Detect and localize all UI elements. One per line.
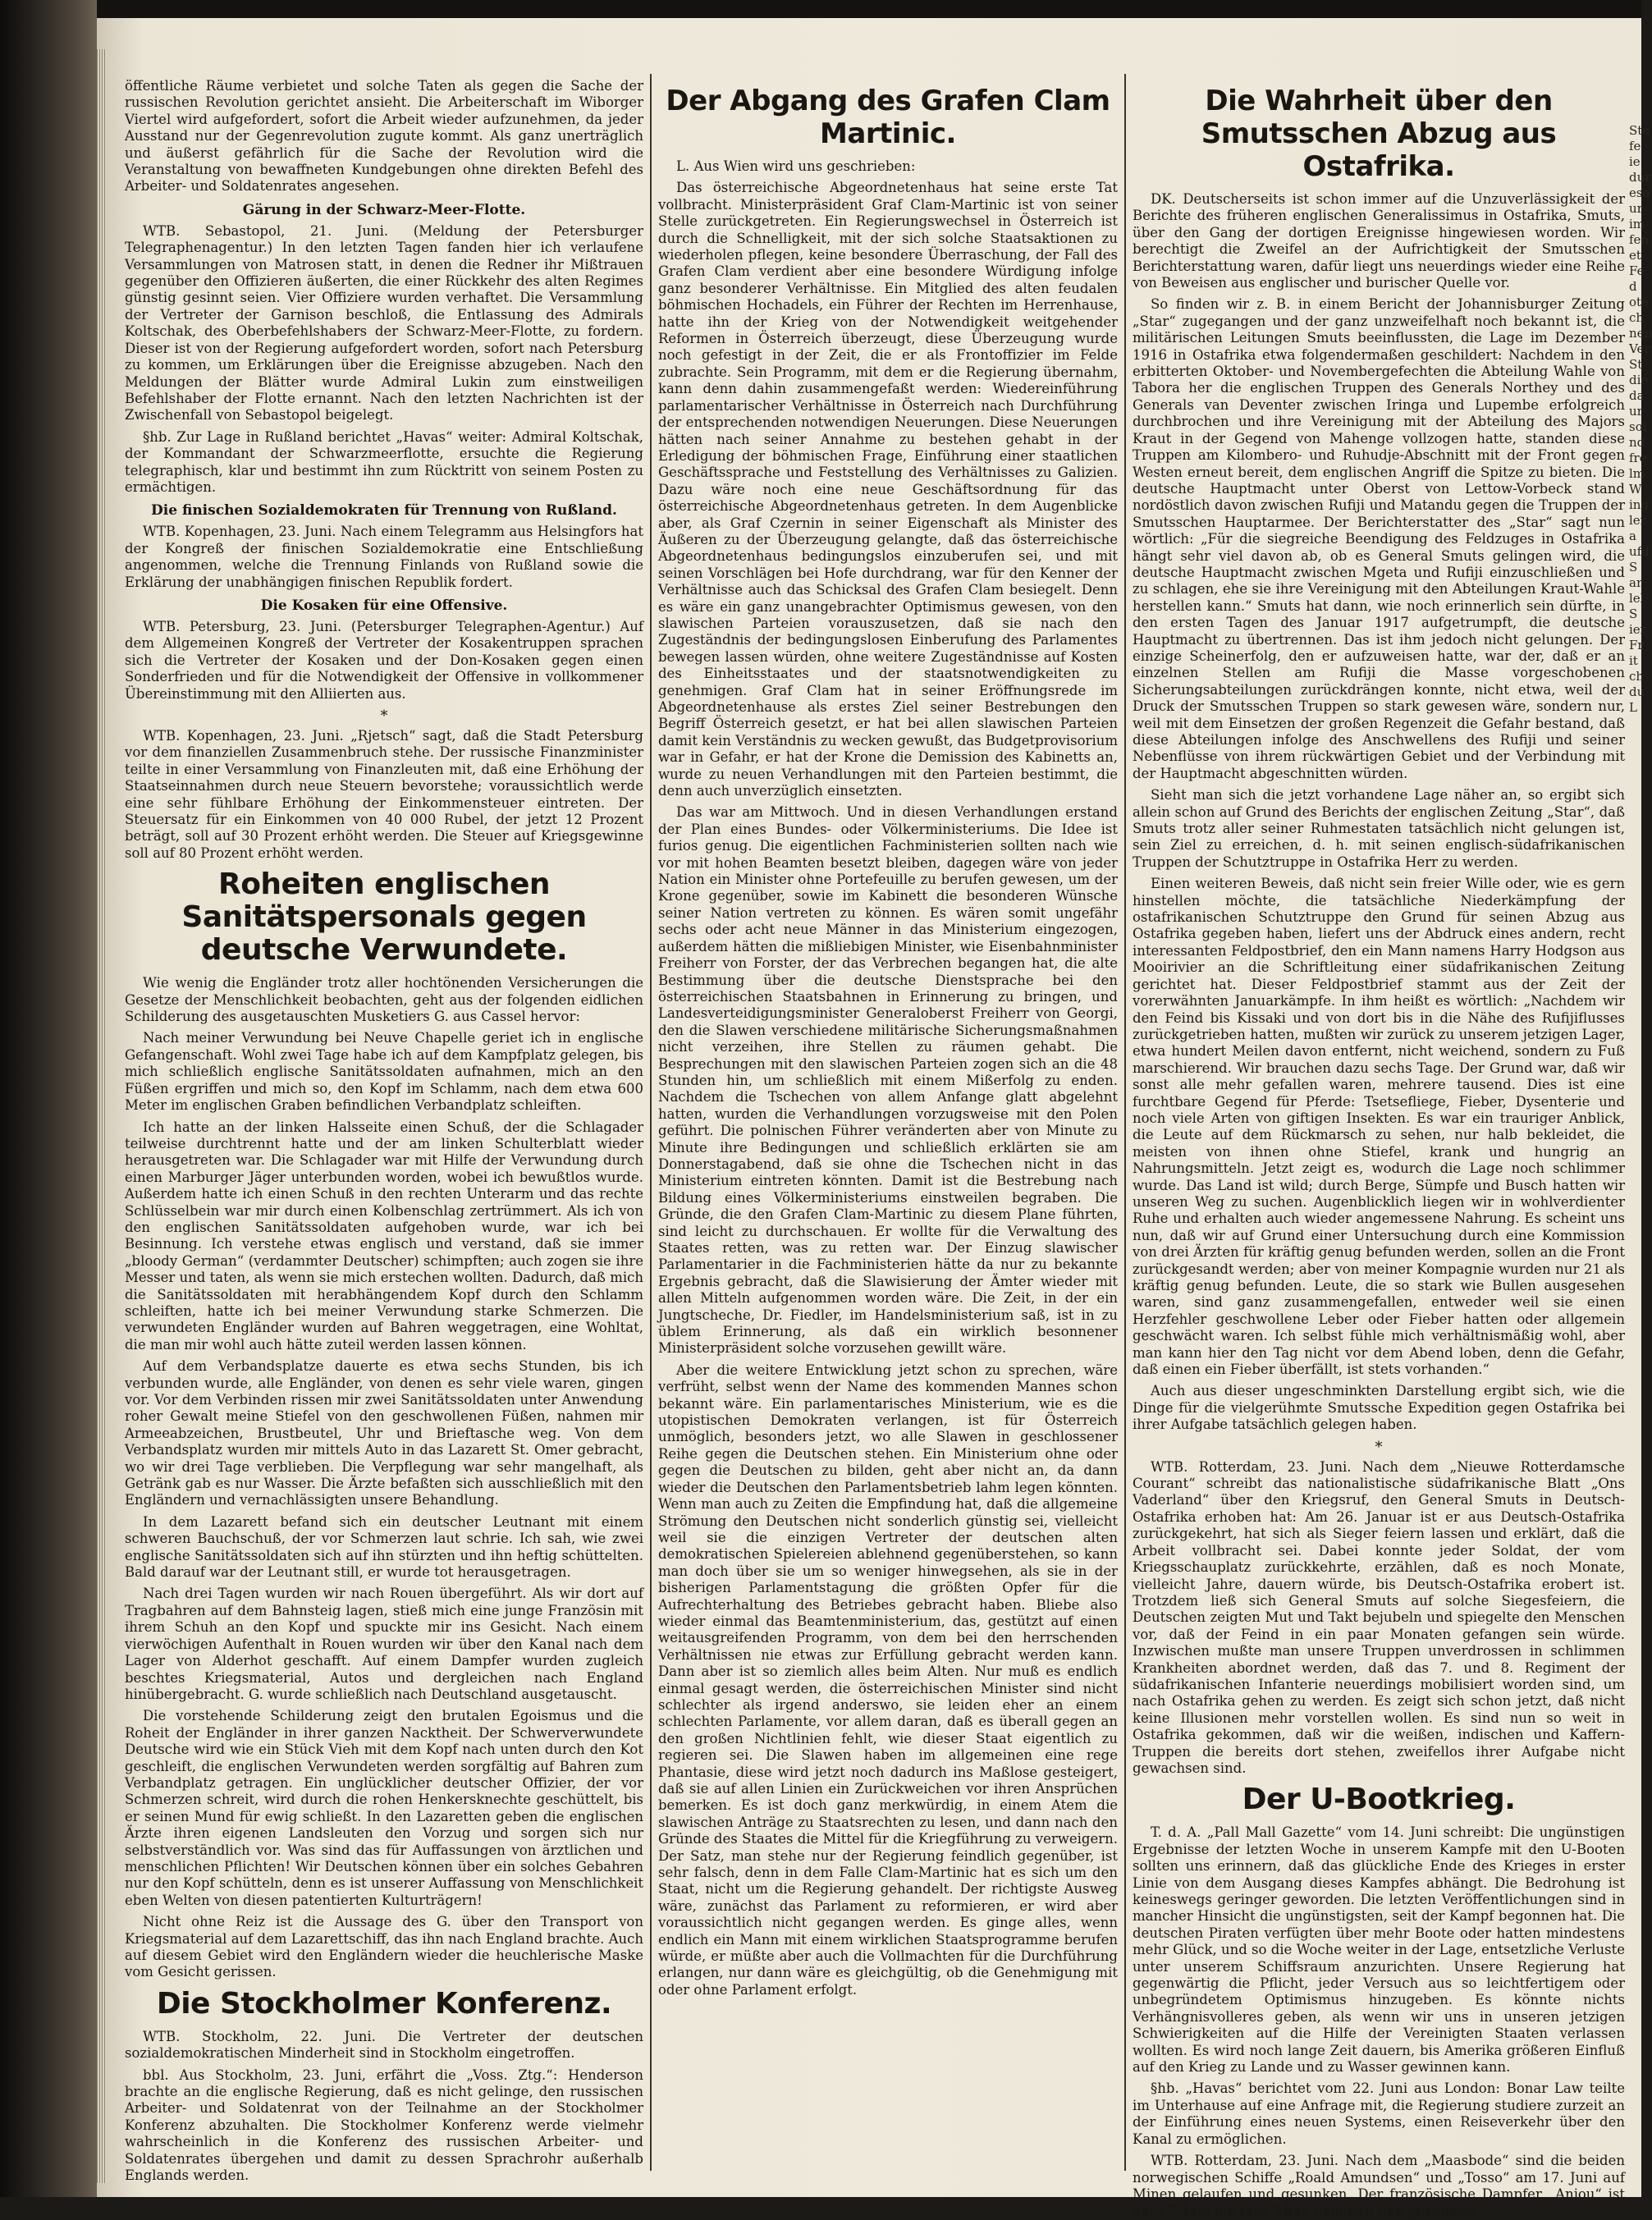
headline-ostafrika: Die Wahrheit über den Smutsschen Abzug aus Ostafrika. bbox=[1201, 85, 1557, 183]
fragment-line: lm bbox=[1629, 466, 1645, 481]
column-rule-2 bbox=[1124, 74, 1126, 2171]
headline-finnen: Die finischen Sozialdemokraten für Trennung von Rußland. bbox=[151, 502, 617, 520]
paragraph: §hb. Zur Lage in Rußland berichtet „Havas“ weiter: Admiral Koltschak, der Kommandant der Schwarzmeerflotte, ersuchte die Regierung telegraphisch, klar und bestimmt ihn zum Rücktritt von seinem Posten zu ermächtigen. bbox=[125, 428, 643, 495]
fragment-line: et bbox=[1629, 248, 1641, 263]
paragraph: Nach meiner Verwundung bei Neuve Chapelle geriet ich in englische Gefangenschaft. Wohl zwei Tage habe ich auf dem Kampfplatz gelegen, bis mich schließlich englische Sanitätssoldaten aufnahmen, mich an den Füßen ergriffen und mich so, den Kopf im Schlamm, nach dem etwa 600 Meter im englischen Graben befindlichen Verbandplatz schleiften. bbox=[125, 1030, 643, 1114]
paragraph: Wie wenig die Engländer trotz aller hochtönenden Versicherungen die Gesetze der Menschlichkeit beobachten, geht aus der folgenden eidlichen Schilderung des ausgetauschten Musketiers G. aus Cassel hervor: bbox=[125, 975, 643, 1025]
headline-ubootkrieg: Der U-Bootkrieg. bbox=[1242, 1783, 1516, 1817]
paragraph: Die vorstehende Schilderung zeigt den brutalen Egoismus und die Roheit der Engländer in ihrer ganzen Nacktheit. Der Schwerverwundete Deutsche wird wie ein Stück Vieh mit dem Kopf nach unten durch den Kot geschleift, die englischen Verwundeten werden sorgfältig auf Bahren zum Verbandplatz getragen. Ein unglücklicher deutscher Offizier, der vor Schmerzen schreit, wird durch die rohen Henkersknechte geschüttelt, bis er seinen Mund für ewig schließt. In den Lazaretten geben die englischen Ärzte ihren eigenen Landsleuten den Vorzug und sorgen sich nur selbstverständlich vor. Was sind das für Auffassungen von ärztlichen und menschlichen Pflichten! Wir Deutschen können über ein solches Gebahren nur den Kopf schütteln, denn es ist unserer Auffassung von Menschlichkeit eben Welten von diesen patentierten Kulturträgern! bbox=[125, 1708, 643, 1908]
paragraph: L. Aus Wien wird uns geschrieben: bbox=[676, 158, 916, 174]
paragraph: So finden wir z. B. in einem Bericht der Johannisburger Zeitung „Star“ zugegangen und der ganz unzweifelhaft noch bekannt ist, die militärischen Leitungen Smuts beeinflussten, die Lage im Dezember 1916 in Ostafrika etwa folgendermaßen geschildert: Nachdem in den erbitterten Oktober- und Novembergefechten die Abteilung Wahle von Tabora her die englischen Truppen des Generals Northey und des Generals van Deventer zwischen Iringa und Lupembe erfolgreich durchbrochen und ihre Vereinigung mit der Abteilung des Majors Kraut in der Gegend von Mahenge vollzogen hatte, standen diese Truppen am Kilombero- und Ruhudje-Abschnitt mit der Front gegen Westen erneut bereit, dem englischen Angriff die Spitze zu bieten. Die deutsche Hauptmacht unter Oberst von Lettow-Vorbeck stand nordöstlich davon zwischen Rufiji und Matandu gegen die Truppen der Smutsschen Hauptarmee. Der Berichterstatter des „Star“ sagt nun wörtlich: „Für die siegreiche Beendigung des Feldzuges in Ostafrika hängt sehr viel davon ab, ob es General Smuts gelingen wird, die deutsche Hauptmacht zwischen Mgeta und Rufiji einzuschließen und zu schlagen, ehe sie ihre Vereinigung mit den Abteilungen Kraut-Wahle herstellen kann.“ Smuts hat dann, wie noch erinnerlich sein dürfte, in den ersten Tagen des Januar 1917 aufgetrumpft, die deutsche Hauptmacht zu übertrennen. Das ist ihm jedoch nicht gelungen. Der einzige Scheinerfolg, den er aufzuweisen hatte, war der, daß er an einzelnen Stellen am Rufiji die Masse vorgeschobenen Sicherungsabteilungen zurückdrängen konnte, nicht etwa, weil der Druck der Smutsschen Truppen so stark gewesen wäre, sondern nur, weil mit dem Einsetzen der großen Regenzeit die Gefahr bestand, daß diese Abteilungen infolge des Anschwellens des Rufiji und seiner Nebenflüsse von ihrem rückwärtigen Gebiet und der Verbindung mit der Hauptmacht abgeschnitten würden. bbox=[1133, 296, 1625, 781]
paragraph: Sieht man sich die jetzt vorhandene Lage näher an, so ergibt sich allein schon auf Grund des Berichts der englischen Zeitung „Star“, daß Smuts trotz aller seiner Ruhmestaten tatsächlich nicht gelungen ist, sein Ziel zu erreichen, d. h. mit seinen englisch-südafrikanischen Truppen der Schutztruppe in Ostafrika Herr zu werden. bbox=[1133, 787, 1625, 870]
fragment-line: nen bbox=[1629, 326, 1652, 341]
paragraph: Nicht ohne Reiz ist die Aussage des G. über den Transport von Kriegsmaterial auf dem Lazarettschiff, das ihn nach England brachte. Auch auf diesem Gebiet wird den Engländern wieder die heuchlerische Maske vom Gesicht gerissen. bbox=[125, 1914, 643, 1980]
fragment-line: Fr bbox=[1629, 638, 1644, 652]
column-rule-1 bbox=[650, 74, 652, 2171]
fragment-line: Fe bbox=[1629, 263, 1645, 278]
fragment-line: ar bbox=[1629, 575, 1643, 590]
paragraph: Aber die weitere Entwicklung jetzt schon zu sprechen, wäre verfrüht, selbst wenn der Name des kommenden Mannes schon bekannt wäre. Ein parlamentarisches Ministerium, wie es die utopistischen Demokraten verlangen, ist für Österreich unmöglich, besonders jetzt, wo alle Slawen in geschlossener Reihe gegen die Deutschen stehen. Ein Ministerium ohne oder gegen die Deutschen zu bilden, geht aber nicht an, da dann wieder die Deutschen den Parlamentsbetrieb lahm legen könnten. Wenn man auch zu Zeiten die Empfindung hat, daß die allgemeine Strömung den Deutschen nicht sonderlich günstig sei, vielleicht weil sie die einzigen Vertreter der deutschen alten demokratischen Spielereien ablehnend gegenüberstehen, so kann man doch über sie um so weniger hinwegsehen, als sie in der bisherigen Parlamentstagung die größten Opfer für die Aufrechterhaltung des Betriebes gebracht haben. Bliebe also wieder einmal das Beamtenministerium, das, gestützt auf einen weitausgreifenden Programm, von dem bei den herrschenden Verhältnissen nie etwas zur Erfüllung gebracht werden kann. Dann aber ist so ziemlich alles beim Alten. Nur muß es endlich einmal gesagt werden, die österreichischen Minister sind nicht schlechter als irgend anderswo, sie leiden eher an einem schlechten Parlamente, vor allem daran, daß es überall gegen an den großen Nichtlinien fehlt, wie dieser Staat eigentlich zu regieren sei. Die Slawen haben im allgemeinen eine rege Phantasie, diese wird jetzt noch dadurch ins Maßlose gesteigert, daß sie auf allen Linien ein Zurückweichen vor ihren Ansprüchen bemerken. Es ist doch ganz merkwürdig, in einem Atem die slawischen Anträge zu Staatsrechten zu lesen, und dann nach den Gründe des Staates die Mittel für die Kriegführung zu verweigern. Der Satz, man stehe nur der Regierung feindlich gegenüber, ist sehr falsch, denn in dem Falle Clam-Martinic hat es sich um den Staat, nicht um die Regierung gehandelt. Der richtigste Ausweg wäre, zunächst das Parlament zu reformieren, er wird aber voraussichtlich nicht gegangen werden. Es ginge alles, wenn endlich ein Mann mit einem wirklichen Staatsprogramme berufen würde, er müßte aber auch die Vollmachten für die Durchführung erlangen, nur dann wäre es gleichgültig, ob die Genehmigung mit oder ohne Parlament erfolgt. bbox=[658, 1362, 1118, 1998]
fragment-line: fen bbox=[1629, 232, 1650, 247]
fragment-line: du bbox=[1629, 684, 1645, 699]
paragraph: WTB. Kopenhagen, 23. Juni. Nach einem Telegramm aus Helsingfors hat der Kongreß der finischen Sozialdemokratie eine Entschließung angenommen, welche die Trennung Finlands von Rußland sowie die Erklärung der unabhängigen finischen Republik fordert. bbox=[125, 524, 643, 590]
paragraph: Einen weiteren Beweis, daß nicht sein freier Wille oder, wie es gern hinstellen möchte, die tatsächliche Niederkämpfung der ostafrikanischen Schutztruppe den Grund für seinen Abzug aus Ostafrika gegeben haben, liefert uns der Abdruck eines andern, recht interessanten Feldpostbrief, den ein Mann namens Harry Hodgson aus Mooirivier an die Schriftleitung einer südafrikanischen Zeitung gerichtet hat. Dieser Feldpostbrief stammt aus der Zeit der vorerwähnten Januarkämpfe. In ihm heißt es wörtlich: „Nachdem wir den Feind bis Kissaki und von dort bis in die Nähe des Rufijiflusses zurückgetrieben hatten, mußten wir zurück zu unserem jetzigen Lager, etwa hundert Meilen davon entfernt, nicht weichend, sondern zu Fuß marschierend. Wir brauchen dazu sechs Tage. Der Grund war, daß wir sonst alle mehr gefallen waren, mehrere tausend. Dies ist eine furchtbare Gegend für Pferde: Tsetsefliege, Fieber, Dysenterie und noch viele Arten von giftigen Insekten. Es war ein trauriger Anblick, die Leute auf dem Rückmarsch zu sehen, nur halb bekleidet, die meisten von ihnen ohne Stiefel, krank und hungrig an Nahrungsmitteln. Jetzt zeigt es, wodurch die Lage noch schlimmer wurde. Das Land ist wild; durch Berge, Sümpfe und Busch hatten wir unseren Weg zu suchen. Augenblicklich liegen wir in wohlverdienter Ruhe und erhalten auch wieder angemessene Nahrung. Es scheint uns nun, daß wir auf Grund einer Untersuchung durch eine Kommission von drei Ärzten für kräftig genug befunden werden, sollen an die Front zurückgesandt werden; aber von meiner Kompagnie wurden nur 21 als kräftig genug befunden. Leute, die so stark wie Bullen ausgesehen waren, sind ganz zusammengefallen, entweder weil sie einen Herzfehler geschwollene Leber oder Fieber hatten oder allgemein geschwächt waren. Ich selbst fühle mich verhältnismäßig wohl, aber man kann hier den Tag nicht vor dem Abend loben, denn die Gefahr, daß einen ein Fieber überfällt, ist stets vorhanden.“ bbox=[1133, 876, 1625, 1378]
fragment-line: Ver bbox=[1629, 341, 1650, 356]
headline-kosaken: Die Kosaken für eine Offensive. bbox=[260, 597, 508, 614]
fragment-line: ur bbox=[1629, 201, 1643, 216]
fragment-line: ch bbox=[1629, 669, 1645, 684]
fragment-line: die bbox=[1629, 373, 1649, 387]
fragment-line: ch bbox=[1629, 310, 1645, 325]
fragment-line: ur bbox=[1629, 404, 1643, 419]
section-separator-star: * bbox=[380, 707, 388, 725]
paragraph: Das war am Mittwoch. Und in diesen Verhandlungen erstand der Plan eines Bundes- oder Völkerministeriums. Die Idee ist furios genug. Die eigentlichen Fachministerien sollten nach wie vor mit hohen Beamten besetzt bleiben, dagegen wäre von jeder Nation ein Minister ohne Portefeuille zu berufen gewesen, um der Krone gegenüber, sowie im Kabinett die besonderen Wünsche seiner Nation vertreten zu können. Es wären somit ungefähr sechs oder acht neue Männer in das Ministerium eingezogen, außerdem hätten die mißliebigen Minister, wie Eisenbahnminister Freiherr von Forster, der das Verbrechen begangen hat, die alte Bestimmung über die deutsche Dienstsprache bei den österreichischen Staatsbahnen in Erinnerung zu bringen, und Landesverteidigungsminister Generaloberst Freiherr von Georgi, den die Slawen verschiedene militärische Sicherungsmaßnahmen nicht verzeihen, ihre Stellen zu räumen gehabt. Die Besprechungen mit den slawischen Parteien zogen sich an die 48 Stunden hin, um schließlich mit einem Mißerfolg zu enden. Nachdem die Tschechen von allem Anfange glatt abgelehnt hatten, wurden die Verhandlungen vorzugsweise mit den Polen geführt. Die polnischen Führer veränderten aber von Minute zu Minute ihre Bedingungen und schließlich erklärten sie am Donnerstagabend, daß sie ohne die Tschechen nicht in das Ministerium eintreten könnten. Damit ist die Bestrebung nach Bildung eines Völkerministeriums einstweilen begraben. Die Gründe, die den Grafen Clam-Martinic zu diesem Plane führten, sind leicht zu durchschauen. Er wollte für die Verwaltung des Staates retten, was zu retten war. Der Einzug slawischer Parlamentarier in die Fachministerien hätte da nur zu bekannte Ergebnis gebracht, daß die Slawisierung der Ämter wieder mit allen Mitteln aufgenommen worden wäre. Die Zeit, in der ein Jungtscheche, Dr. Fiedler, im Handelsministerium saß, ist in zu üblem Erinnerung, als daß ein wirklich besonnener Ministerpräsident solche vorzusehen gewillt wäre. bbox=[658, 804, 1118, 1357]
paragraph: Auch aus dieser ungeschminkten Darstellung ergibt sich, wie die Dinge für die vielgerühmte Smutssche Expedition gegen Ostafrika bei ihrer Aufgabe tatsächlich gelegen haben. bbox=[1133, 1383, 1625, 1433]
fragment-line: fre bbox=[1629, 451, 1647, 465]
paragraph: WTB. Stockholm, 22. Juni. Die Vertreter der deutschen sozialdemokratischen Minderheit sind in Stockholm eingetroffen. bbox=[125, 2028, 643, 2062]
fragment-line: nd bbox=[1629, 435, 1645, 450]
fragment-line: L bbox=[1629, 700, 1637, 715]
paragraph: Auf dem Verbandsplatze dauerte es etwa sechs Stunden, bis ich verbunden wurde, alle Engländer, von denen es sehr viele waren, gingen vor. Vor dem Verbinden rissen mir zwei Sanitätssoldaten unter Anwendung roher Gewalt meine Stiefel von den geschwollenen Füßen, nahmen mir Armeeabzeichen, Brustbeutel, Uhr und Brieftasche weg. Von dem Verbandsplatz wurden mir mittels Auto in das Lazarett St. Omer gebracht, wo wir drei Tage verblieben. Die Verpflegung war sehr mangelhaft, als Getränk gab es nur Wasser. Die Ärzte befaßten sich ausschließlich mit den Engländern und vernachlässigten unsere Behandlung. bbox=[125, 1358, 643, 1508]
fragment-line: ese bbox=[1629, 185, 1650, 200]
column-right bbox=[1133, 78, 1625, 2219]
fragment-line: da bbox=[1629, 388, 1645, 403]
fragment-line: W bbox=[1629, 482, 1642, 497]
column-left bbox=[125, 78, 643, 2184]
paragraph: T. d. A. „Pall Mall Gazette“ vom 14. Juni schreibt: Die ungünstigen Ergebnisse der letzten Woche in unserem Kampfe mit den U-Booten sollten uns erinnern, daß das glückliche Ende des Krieges in erster Linie von dem Ausgang dieses Kampfes abhängt. Die Bedrohung ist keineswegs geringer geworden. Die letzten Veröffentlichungen sind in mancher Hinsicht die ungünstigsten, seit der Kampf begonnen hat. Die deutschen Piraten verfügten über mehr Boote oder hatten mindestens mehr Glück, und so die Woche weiter in der Lage, entsetzliche Verluste unter unserem Schiffsraum anzurichten. Unsere Regierung hat gegenwärtig die Pflicht, jeder Versuch aus so leichtfertigem oder unbegründetem Optimismus hinzugeben. Es könnte nichts Verhängnisvolleres geben, als wenn wir uns in unseren jetzigen Schwierigkeiten auf die Hilfe der Vereinigten Staaten verlassen wollten. Es wird noch lange Zeit dauern, bis Amerika größeren Einfluß auf den Krieg zu Lande und zu Wasser gewinnen kann. bbox=[1133, 1824, 1625, 2076]
article-clam bbox=[658, 158, 1118, 1998]
fragment-line: ing bbox=[1629, 497, 1650, 512]
paragraph: WTB. Petersburg, 23. Juni. (Petersburger Telegraphen-Agentur.) Auf dem Allgemeinen Kongreß der Vertreter der Kosakentruppen sprachen sich die Vertreter der Kosaken und der Don-Kosaken gegen einen Sonderfrieden und für die Notwendigkeit der Offensive in vollkommener Übereinstimmung mit den Alliierten aus. bbox=[125, 618, 643, 702]
article-ubootkrieg bbox=[1133, 1824, 1625, 2219]
fragment-line: dur bbox=[1629, 170, 1651, 185]
article-finnen bbox=[125, 524, 643, 591]
article-finanz bbox=[125, 728, 643, 862]
fragment-line: St bbox=[1629, 357, 1643, 372]
paragraph: DK. Deutscherseits ist schon immer auf die Unzuverlässigkeit der Berichte des früheren englischen Generalissimus in Ostafrika, Smuts, über den Gang der dortigen Ereignisse hingewiesen worden. Wir berechtigt die Zweifel an der Aufrichtigkeit der Smutsschen Berichterstattung waren, dafür liegt uns neuerdings wieder eine Reihe von Beweisen aus englischer und burischer Quelle vor. bbox=[1133, 191, 1625, 291]
article-ostafrika bbox=[1133, 191, 1625, 1434]
fragment-line: S bbox=[1629, 560, 1638, 574]
fragment-line: ote bbox=[1629, 295, 1649, 309]
headline-flotte: Gärung in der Schwarz-Meer-Flotte. bbox=[242, 201, 526, 218]
fragment-line: Ste bbox=[1629, 123, 1650, 138]
book-binding-shadow bbox=[0, 0, 97, 2197]
scan-top-edge bbox=[97, 0, 1641, 20]
paragraph: §hb. „Havas“ berichtet vom 22. Juni aus London: Bonar Law teilte im Unterhause auf eine Anfrage mit, die Regierung studiere zurzeit an der Einführung eines neuen Systems, einen Reiseverkehr über den Kanal zu ermöglichen. bbox=[1133, 2080, 1625, 2147]
fragment-line: ufd bbox=[1629, 544, 1650, 559]
headline-roheiten: Roheiten englischen Sanitätspersonals gegen deutsche Verwundete. bbox=[181, 867, 587, 968]
fragment-line: d bbox=[1629, 279, 1637, 294]
fragment-line: ier bbox=[1629, 622, 1646, 637]
paragraph: WTB. Kopenhagen, 23. Juni. „Rjetsch“ sagt, daß die Stadt Petersburg vor dem finanziellen Zusammenbruch stehe. Der russische Finanzminister teilte in einer Versammlung von Finanzleuten mit, daß eine Erhöhung der Staatseinnahmen durch neue Steuern bevorstehe; voraussichtlich werde eine sehr fühlbare Erhöhung der Einkommensteuer eintreten. Der Steuersatz für ein Einkommen von 40 000 Rubel, der jetzt 12 Prozent beträgt, soll auf 30 Prozent erhöht werden. Die Steuer auf Kriegsgewinne soll auf 80 Prozent erhöht werden. bbox=[125, 728, 643, 861]
paragraph: WTB. Rotterdam, 23. Juni. Nach dem „Maasbode“ sind die beiden norwegischen Schiffe „Roald Amundsen“ und „Tosso“ am 17. Juni auf Minen gelaufen und gesunken. Der französische Dampfer „Anjou“ ist am 17. Juni auf eine Mine gelaufen und gesunken. bbox=[1133, 2153, 1625, 2219]
paragraph: bbl. Aus Stockholm, 23. Juni, erfährt die „Voss. Ztg.“: Henderson brachte an die englische Regierung, daß es nicht gelinge, den russischen Arbeiter- und Soldatenrat von der Teilnahme an der Stockholmer Konferenz abzuhalten. Die Stockholmer Konferenz werde vielmehr wahrscheinlich in die Konferenz des russischen Arbeiter- und Soldatenrates übergehen und damit zu dessen Sprachrohr außerhalb Englands werden. bbox=[125, 2067, 643, 2184]
article-kosaken bbox=[125, 619, 643, 703]
paragraph: WTB. Rotterdam, 23. Juni. Nach dem „Nieuwe Rotterdamsche Courant“ schreibt das nationalistische südafrikanische Blatt „Ons Vaderland“ über den Kriegsruf, den General Smuts in Deutsch-Ostafrika erhoben hat: Am 26. Januar ist er aus Deutsch-Ostafrika zurückgekehrt, hat sich als Sieger feiern lassen und erklärt, daß die Arbeit vollbracht sei. Dabei konnte jeder Soldat, der vom Kriegsschauplatz zurückkehrte, erzählen, daß es noch Monate, vielleicht Jahre, dauern würde, bis Deutsch-Ostafrika erobert ist. Trotzdem ließ sich General Smuts auf solche Siegesfeiern, die Deutschen zeigten Mut und Takt bejubeln und spiegelte den Menschen vor, daß der Feind in ein paar Monaten gefangen sein würde. Inzwischen mußte man unsere Truppen unverdrossen in schlimmen Krankheiten abordnet werden, daß das 7. und 8. Regiment der südafrikanischen Infanterie neuerdings mobilisiert worden sind, um nach Ostafrika gehen zu werden. Es zeigt sich schon jetzt, daß nicht keine Illusionen mehr vorstellen wollen. Es sind nun so weit in Ostafrika gekommen, daß wir die weißen, indischen und Kaffern-Truppen die bereits dort stehen, zweifellos ihrer Aufgabe nicht gewachsen sind. bbox=[1133, 1458, 1625, 1776]
paragraph: WTB. Sebastopol, 21. Juni. (Meldung der Petersburger Telegraphenagentur.) In den letzten Tagen fanden hier ich verlaufene Versammlungen von Matrosen statt, in denen die Redner ihr Mißtrauen gegenüber den Offizieren äußerten, die einer Rückkehr des alten Regimes günstig gesinnt seien. Vier Offiziere wurden verhaftet. Die Versammlung der Vertreter der Garnison beschloß, die Entlassung des Admirals Koltschak, des Oberbefehlshabers der Schwarz-Meer-Flotte, zu fordern. Dieser ist von der Regierung aufgefordert worden, sofort nach Petersburg zu kommen, um Erklärungen über die Ereignisse abzugeben. Nach den Meldungen der Blätter wurde Admiral Lukin zum einstweiligen Befehlshaber der Flotte ernannt. Nach den letzten Nachrichten ist der Zwischenfall von Sebastopol beigelegt. bbox=[125, 222, 643, 423]
headline-stockholm: Die Stockholmer Konferenz. bbox=[156, 1986, 612, 2021]
paragraph: In dem Lazarett befand sich ein deutscher Leutnant mit einem schweren Bauchschuß, der vor Schmerzen laut schrie. Ich sah, wie zwei englische Sanitätssoldaten sich auf ihn stürzten und ihn heftig schüttelten. Bald darauf war der Leutnant still, er wurde tot herausgetragen. bbox=[125, 1513, 643, 1581]
article-stockholm bbox=[125, 2029, 643, 2185]
fragment-line: im bbox=[1629, 217, 1645, 231]
fragment-line: S bbox=[1629, 606, 1638, 621]
page-stack-edges bbox=[97, 49, 107, 2183]
facing-page-fragment bbox=[1629, 123, 1652, 1518]
section-separator-star: * bbox=[1375, 1438, 1383, 1456]
column-middle bbox=[658, 78, 1118, 2175]
paragraph: Ich hatte an der linken Halsseite einen Schuß, der die Schlagader teilweise durchtrennt hatte und der am linken Schulterblatt wieder herausgetreten war. Die Schlagader war mit Hilfe der Verwundung durch einen Marburger Jäger unterbunden worden, wobei ich bewußtlos wurde. Außerdem hatte ich einen Schuß in den rechten Unterarm und das rechte Schlüsselbein war mir durch einen Kolbenschlag zertrümmert. Als ich von den englischen Sanitätssoldaten aufgehoben wurde, war ich bei Besinnung. Ich verstehe etwas englisch und verstand, daß sie immer „bloody German“ (verdammter Deutscher) schimpften; auch zogen sie ihre Messer und taten, als wenn sie mich erstechen wollten. Dadurch, daß mich die Sanitätssoldaten mit herabhängendem Kopf durch den Schlamm schleiften, hatte ich bei meiner Verwundung starke Schmerzen. Die verwundeten Engländer wurden auf Bahren weggetragen, eine Wohltat, die man mir wohl auch hätte zuteil werden lassen können. bbox=[125, 1119, 643, 1353]
article-intro bbox=[125, 78, 643, 195]
fragment-line: sol bbox=[1629, 419, 1647, 434]
article-rotterdam bbox=[1133, 1459, 1625, 1778]
fragment-line: ler bbox=[1629, 513, 1646, 528]
fragment-line: lel bbox=[1629, 591, 1645, 606]
paragraph: Das österreichische Abgeordnetenhaus hat seine erste Tat vollbracht. Ministerpräsident Graf Clam-Martinic ist von seiner Stelle zurückgetreten. Ein Regierungswechsel in Österreich ist durch die Schnelligkeit, mit der sich solche Staatsaktionen zu wiederholen pflegen, keine besondere Überraschung, der Fall des Grafen Clam verdient aber eine besondere Würdigung infolge ganz besonderer Verhältnisse. Ein Mitglied des alten feudalen böhmischen Hochadels, ein Führer der Rechten im Herrenhause, hatte ihn der Krieg von der Notwendigkeit weitgehender Reformen in Österreich überzeugt, diese Überzeugung wurde noch gefestigt in der Zeit, die er als Frontoffizier im Felde zubrachte. Sein Programm, mit dem er die Regierung übernahm, kann denn dahin zusammengefaßt werden: Wiedereinführung parlamentarischer Verhältnisse in Österreich nach Durchführung der entsprechenden notwendigen Neuerungen. Diese Neuerungen hätten nach seiner Annahme zu bestehen gehabt in der Erledigung der böhmischen Frage, Einführung einer staatlichen Geschäftssprache und Feststellung des Verhältnisses zu Galizien. Dazu wäre noch eine neue Geschäftsordnung für das österreichische Abgeordnetenhaus getreten. In dem Augenblicke aber, als Graf Czernin in seiner Eigenschaft als Minister des Äußeren zu der Überzeugung gelangte, daß das österreichische Abgeordnetenhaus bedingungslos einzuberufen sei, und mit seinen Vorschlägen bei Hofe durchdrang, war für den Kenner der Verhältnisse auch das Schicksal des Grafen Clam besiegelt. Denn es wäre ein ganz unangebrachter Optimismus gewesen, von den slawischen Parteien vorauszusetzen, daß sie nach den Zugeständnis der bedingungslosen Einberufung des Parlamentes bewegen lassen würden, ohne weitere Zugeständnisse auf Kosten des Einheitsstaates und der staatsnotwendigkeiten zu genehmigen. Graf Clam hat in seiner Eröffnungsrede im Abgeordnetenhause als erstes Ziel seiner Bestrebungen den Begriff Österreich gesetzt, er hat bei allen slawischen Parteien damit kein Verständnis zu wecken gewußt, das Budgetprovisorium war in Gefahr, er hat der Krone die Demission des Kabinetts an, wurde zu neuen Verhandlungen mit den Parteien bestimmt, die denn auch unverzüglich einsetzten. bbox=[658, 180, 1118, 799]
paragraph: öffentliche Räume verbietet und solche Taten als gegen die Sache der russischen Revolution gerichtet ansieht. Die Arbeiterschaft im Wiborger Viertel wird aufgefordert, sofort die Arbeit wieder aufzunehmen, da jeder Ausstand nur der Gegenrevolution zugute kommt. Als ganz unerträglich und äußerst gefährlich für die Sache der Revolution wird die Veranstaltung von bewaffneten Kundgebungen ohne direkten Befehl des Arbeiter- und Soldatenrates angesehen. bbox=[125, 78, 643, 195]
fragment-line: a bbox=[1629, 529, 1636, 543]
paragraph: Nach drei Tagen wurden wir nach Rouen übergeführt. Als wir dort auf Tragbahren auf dem Bahnsteig lagen, stieß mich eine junge Französin mit ihrem Schuh an den Kopf und spuckte mir ins Gesicht. Nach einem vierwöchigen Aufenthalt in Rouen wurden wir über den Kanal nach dem Lager von Alderhot geschafft. Auf einem Dampfer wurden zugleich beschtes Kriegsmaterial, Autos und dergleichen nach England hinübergebracht. G. wurde schließlich nach Deutschland ausgetauscht. bbox=[125, 1586, 643, 1702]
fragment-line: ie bbox=[1629, 154, 1641, 169]
headline-clam: Der Abgang des Grafen Clam Martinic. bbox=[666, 85, 1110, 150]
fragment-line: fe bbox=[1629, 139, 1641, 153]
article-flotte bbox=[125, 223, 643, 497]
fragment-line: it bbox=[1629, 653, 1638, 668]
article-roheiten bbox=[125, 975, 643, 1981]
